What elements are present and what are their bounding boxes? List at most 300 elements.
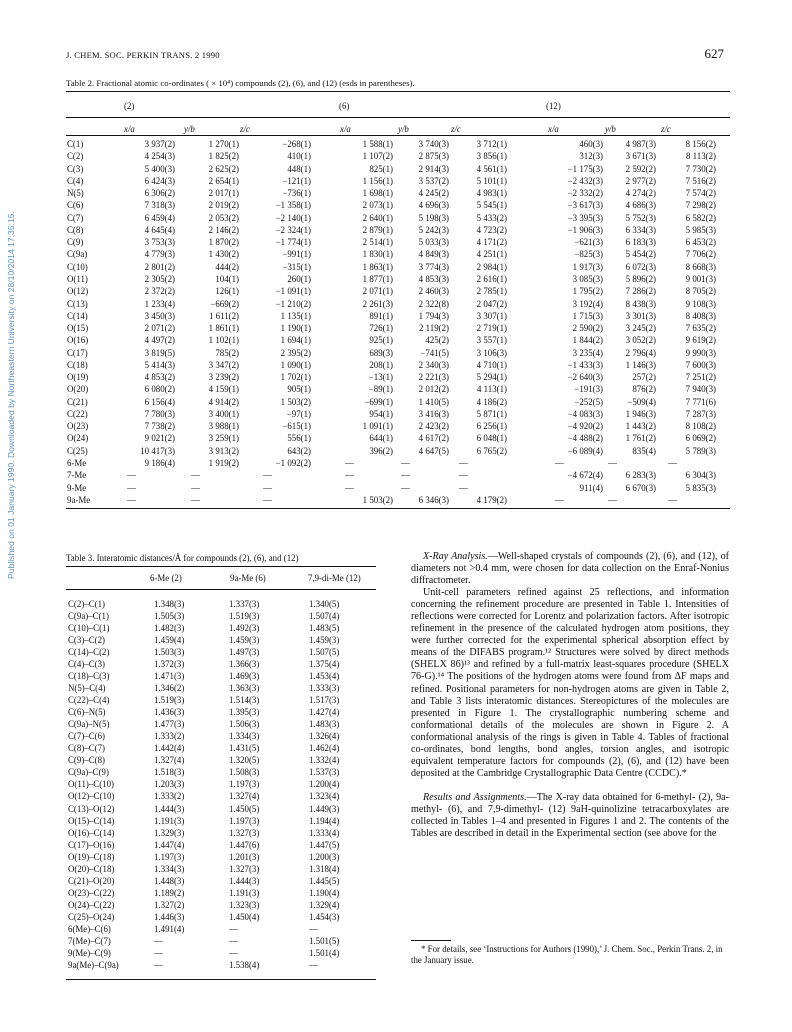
table2-atom-label: 7-Me <box>67 470 87 481</box>
table3-cell: — <box>229 947 238 958</box>
table2-cell: 257(2) <box>632 372 656 383</box>
table2-atom-label: 9-Me <box>67 482 87 493</box>
table2-cell: 1 844(2) <box>572 335 603 346</box>
table2-cell: 6 069(2) <box>685 433 716 444</box>
table2-cell: — <box>401 470 410 481</box>
table2-cell: 4 171(2) <box>476 237 507 248</box>
table3-cell: 1.448(3) <box>154 875 185 886</box>
table2-cell: −4 488(2) <box>567 433 603 444</box>
table2-cell: 3 085(3) <box>572 273 603 284</box>
table3-bond-label: C(7)–C(6) <box>68 731 105 742</box>
table3-cell: 1.363(3) <box>229 683 260 694</box>
table2-cell: 5 294(1) <box>476 372 507 383</box>
table2-cell: 726(1) <box>369 323 393 334</box>
table2-cell: 7 940(3) <box>685 384 716 395</box>
table2-cell: 4 251(1) <box>476 249 507 260</box>
page-number: 627 <box>704 46 724 61</box>
table3-bond-label: C(9)–C(8) <box>68 755 105 766</box>
table3-bond-label: C(4)–C(3) <box>68 659 105 670</box>
table2-cell: 911(4) <box>579 482 603 493</box>
table2-cell: −741(5) <box>420 347 449 358</box>
table2-cell: 7 780(3) <box>144 408 175 419</box>
table2-cell: 5 789(3) <box>685 445 716 456</box>
table2-cell: −669(2) <box>210 298 239 309</box>
table2-atom-label: 6-Me <box>67 458 87 469</box>
table2-cell: 5 752(3) <box>625 212 656 223</box>
table3-cell: 1.333(2) <box>154 791 185 802</box>
table2-cell: 1 825(2) <box>208 151 239 162</box>
table2-cell: — <box>459 482 468 493</box>
table2-cell: 2 261(3) <box>362 298 393 309</box>
table2-atom-label: C(3) <box>67 163 84 174</box>
table2-cell: 1 270(1) <box>208 139 239 149</box>
table2-atom-label: C(8) <box>67 224 84 235</box>
table2-cell: 9 001(3) <box>685 273 716 284</box>
table3-cell: 1.348(3) <box>154 599 185 609</box>
table2-cell: 2 875(3) <box>418 151 449 162</box>
table2-cell: 3 307(1) <box>476 310 507 321</box>
table2-cell: −4 083(3) <box>567 408 603 419</box>
table3-cell: 1.447(5) <box>309 839 340 850</box>
table2-cell: 7 286(2) <box>625 286 656 297</box>
table2-cell: 4 710(1) <box>476 359 507 370</box>
table3-cell: 1.505(3) <box>154 611 185 622</box>
table3-column-header: 7,9-di-Me (12) <box>308 573 361 583</box>
table2-cell: 208(1) <box>369 359 393 370</box>
table2-cell: — <box>345 470 354 481</box>
table2-cell: — <box>608 458 617 469</box>
table2-cell: −2 640(3) <box>567 372 603 383</box>
table2-cell: 4 274(2) <box>625 188 656 199</box>
table2-cell: — <box>459 470 468 481</box>
table3-bond-label: C(10)–C(1) <box>68 623 110 634</box>
table2-cell: 1 761(2) <box>625 433 656 444</box>
table3-cell: 1.444(3) <box>229 875 260 886</box>
table2-column-header: z/c <box>661 124 671 134</box>
table2-cell: — <box>345 482 354 493</box>
table2-cell: 7 738(2) <box>144 421 175 432</box>
table2-cell: −121(1) <box>282 175 311 186</box>
table3-bond-label: C(17)–O(16) <box>68 839 115 850</box>
table3-cell: 1.517(3) <box>309 695 340 706</box>
table2-cell: 1 146(3) <box>625 359 656 370</box>
journal-title: J. CHEM. SOC. PERKIN TRANS. 2 1990 <box>66 50 220 60</box>
table3-cell: 1.334(3) <box>154 863 185 874</box>
table2-cell: 4 497(2) <box>144 335 175 346</box>
table2-cell: — <box>191 494 200 505</box>
table2-cell: — <box>127 482 136 493</box>
table2-cell: 1 877(1) <box>362 273 393 284</box>
table2-cell: 2 019(2) <box>208 200 239 211</box>
table3-cell: — <box>309 923 318 934</box>
table2-cell: −268(1) <box>282 139 311 149</box>
table2-cell: 3 712(1) <box>476 139 507 149</box>
table2-cell: 4 179(2) <box>476 494 507 505</box>
table2-cell: 260(1) <box>287 273 311 284</box>
table2-cell: 6 453(2) <box>685 237 716 248</box>
table3-column-header: 9a-Me (6) <box>230 573 266 583</box>
table2-cell: 3 245(2) <box>625 323 656 334</box>
table2-cell: 2 625(2) <box>208 163 239 174</box>
table2-column-header: y/b <box>605 124 616 134</box>
table2-column-header: x/a <box>548 124 559 134</box>
table3-bond-label: O(12)–C(10) <box>68 791 115 802</box>
table3-cell: 1.459(3) <box>229 635 260 646</box>
table2-cell: 4 159(1) <box>208 384 239 395</box>
table2-atom-label: C(22) <box>67 408 88 419</box>
table3-cell: — <box>229 935 238 946</box>
table3-cell: 1.333(3) <box>309 683 340 694</box>
table2-cell: −825(3) <box>574 249 603 260</box>
table2-cell: 7 635(2) <box>685 323 716 334</box>
table2-cell: −89(1) <box>368 384 393 395</box>
table2-cell: 5 545(1) <box>476 200 507 211</box>
table2-cell: 2 372(2) <box>144 286 175 297</box>
table2-cell: 5 985(3) <box>685 224 716 235</box>
table2-cell: −191(3) <box>574 384 603 395</box>
table2-atom-label: C(18) <box>67 359 88 370</box>
table2-cell: 1 410(5) <box>418 396 449 407</box>
table3-cell: 1.482(3) <box>154 623 185 634</box>
table2-cell: 2 073(1) <box>362 200 393 211</box>
table2-cell: 4 561(1) <box>476 163 507 174</box>
table2-cell: 6 582(2) <box>685 212 716 223</box>
table2-cell: 1 107(2) <box>362 151 393 162</box>
table2-cell: 5 835(3) <box>685 482 716 493</box>
table3-bond-label: O(19)–C(18) <box>68 851 115 862</box>
table2-group-header: (12) <box>546 101 561 111</box>
table3-cell: 1.197(3) <box>154 851 185 862</box>
table3-cell: 1.453(4) <box>309 671 340 682</box>
table2-cell: 5 454(2) <box>625 249 656 260</box>
table2-cell: 2 640(1) <box>362 212 393 223</box>
table3-cell: 1.327(2) <box>154 899 185 910</box>
table3-cell: 1.519(3) <box>229 611 260 622</box>
table3-cell: 1.518(3) <box>154 767 185 778</box>
table2-cell: 5 400(3) <box>144 163 175 174</box>
table3-cell: — <box>154 947 163 958</box>
table2-atom-label: C(17) <box>67 347 88 358</box>
table2-column-header: z/c <box>451 124 461 134</box>
table2-cell: 835(4) <box>632 445 656 456</box>
table2-cell: 2 071(2) <box>144 323 175 334</box>
table2-top-rule <box>66 91 730 92</box>
xray-paragraph-text: —Well-shaped crystals of compounds (2), (6), and (12), of diameters not >0.4 mm, were chosen for data collection on the Enraf-Nonius diffractometer. <box>411 551 729 587</box>
table2-cell: 1 503(2) <box>280 396 311 407</box>
table2-atom-label: C(21) <box>67 396 88 407</box>
table2-cell: 3 400(1) <box>208 408 239 419</box>
table2-cell: 1 794(3) <box>418 310 449 321</box>
footnote-rule <box>411 940 451 941</box>
table2-cell: −699(1) <box>364 396 393 407</box>
table3-cell: 1.450(4) <box>229 911 260 922</box>
table3-cell: 1.459(4) <box>154 635 185 646</box>
table2-cell: 2 423(2) <box>418 421 449 432</box>
table2-cell: 4 617(2) <box>418 433 449 444</box>
table2-cell: 7 251(2) <box>685 372 716 383</box>
table2-cell: 556(1) <box>287 433 311 444</box>
table3-header-rule <box>66 589 376 590</box>
table3-cell: 1.445(5) <box>309 875 340 886</box>
table3-cell: 1.449(3) <box>309 803 340 814</box>
table2-cell: 2 719(1) <box>476 323 507 334</box>
table2-bottom-rule <box>66 508 730 509</box>
table2-cell: — <box>345 458 354 469</box>
table2-cell: 6 304(3) <box>685 470 716 481</box>
table2-cell: 891(1) <box>369 310 393 321</box>
table3-bond-label: C(2)–C(1) <box>68 599 105 609</box>
table2-cell: — <box>608 494 617 505</box>
table3-cell: 1.200(4) <box>309 779 340 790</box>
table3-cell: 1.191(3) <box>229 887 260 898</box>
table2-cell: −4 920(2) <box>567 421 603 432</box>
table2-cell: 2 984(1) <box>476 261 507 272</box>
table2-header-rule <box>66 135 730 136</box>
table3-bond-label: 9a(Me)–C(9a) <box>68 959 119 970</box>
table3-cell: 1.483(5) <box>309 623 340 634</box>
table2-atom-label: O(12) <box>67 286 89 297</box>
table3-cell: 1.431(5) <box>229 743 260 754</box>
table2-cell: 2 395(2) <box>280 347 311 358</box>
table3-cell: 1.508(3) <box>229 767 260 778</box>
table2-cell: 1 091(1) <box>362 421 393 432</box>
table2-cell: 4 914(2) <box>208 396 239 407</box>
table3-bond-label: C(9a)–C(9) <box>68 767 109 778</box>
table2-cell: −97(1) <box>286 408 311 419</box>
table3-bond-label: O(23)–C(22) <box>68 887 115 898</box>
table2-cell: 7 730(2) <box>685 163 716 174</box>
page-header <box>66 46 730 62</box>
table2-cell: 4 849(3) <box>418 249 449 260</box>
table2-cell: 905(1) <box>287 384 311 395</box>
table2-cell: 7 574(2) <box>685 188 716 199</box>
table2-cell: 1 861(1) <box>208 323 239 334</box>
table2-cell: 3 988(1) <box>208 421 239 432</box>
table2-cell: 2 914(3) <box>418 163 449 174</box>
download-notice-text: Published on 01 January 1990. Downloaded by Northeastern University on 28/10/2014 17:35:15. <box>6 211 16 579</box>
table2-atom-label: O(16) <box>67 335 89 346</box>
table2-cell: −509(4) <box>627 396 656 407</box>
table3-bond-label: O(24)–C(22) <box>68 899 115 910</box>
table2-cell: 448(1) <box>287 163 311 174</box>
table3-cell: 1.507(5) <box>309 647 340 658</box>
table2-cell: 2 801(2) <box>144 261 175 272</box>
table2-cell: −4 672(4) <box>567 470 603 481</box>
table2-cell: 6 048(1) <box>476 433 507 444</box>
table2-cell: 2 977(2) <box>625 175 656 186</box>
table3-bond-label: O(16)–C(14) <box>68 827 115 838</box>
table2-cell: −2 332(2) <box>567 188 603 199</box>
table2-cell: — <box>555 494 564 505</box>
table2-group-header: (6) <box>339 101 350 111</box>
table3-cell: 1.333(4) <box>309 827 340 838</box>
table2-cell: — <box>127 494 136 505</box>
table3-cell: — <box>154 959 163 970</box>
body-text-column <box>411 551 729 840</box>
table2-cell: 6 334(3) <box>625 224 656 235</box>
table2-column-header: y/b <box>184 124 195 134</box>
table2-cell: 425(2) <box>425 335 449 346</box>
table2-cell: −1 210(2) <box>275 298 311 309</box>
table2-cell: 6 283(3) <box>625 470 656 481</box>
table2-cell: 2 221(3) <box>418 372 449 383</box>
table2-cell: 6 306(2) <box>144 188 175 199</box>
table2-cell: −3 617(3) <box>567 200 603 211</box>
table2-cell: 1 430(2) <box>208 249 239 260</box>
table2-cell: 1 090(1) <box>280 359 311 370</box>
table2-cell: 3 450(3) <box>144 310 175 321</box>
table3-cell: 1.538(4) <box>229 959 260 970</box>
table3-cell: — <box>229 923 238 934</box>
table2-cell: 396(2) <box>369 445 393 456</box>
table3-cell: 1.501(5) <box>309 935 340 946</box>
table2-cell: 3 753(3) <box>144 237 175 248</box>
table2-cell: 1 135(1) <box>280 310 311 321</box>
table2-atom-label: C(6) <box>67 200 84 211</box>
table2-cell: 3 671(3) <box>625 151 656 162</box>
table3-cell: 1.190(4) <box>309 887 340 898</box>
table2-cell: — <box>401 458 410 469</box>
table2-atom-label: O(20) <box>67 384 89 395</box>
table2-cell: −991(1) <box>282 249 311 260</box>
paragraph-xray <box>411 551 729 587</box>
table2-cell: 6 670(3) <box>625 482 656 493</box>
table3-bond-label: C(18)–C(3) <box>68 671 110 682</box>
table2-cell: 444(2) <box>215 261 239 272</box>
table2-atom-label: C(25) <box>67 445 88 456</box>
table2-cell: 3 259(1) <box>208 433 239 444</box>
table2-cell: 104(1) <box>215 273 239 284</box>
table2-cell: — <box>263 482 272 493</box>
table2-atom-label: C(10) <box>67 261 88 272</box>
table2-cell: 876(2) <box>632 384 656 395</box>
table2-cell: 3 913(2) <box>208 445 239 456</box>
table2-cell: 2 017(1) <box>208 188 239 199</box>
table2-atom-label: 9a-Me <box>67 494 91 505</box>
table3-cell: 1.395(3) <box>229 707 260 718</box>
table2-column-header: x/a <box>340 124 351 134</box>
footnote: * For details, see ‘Instructions for Authors (1990),’ J. Chem. Soc., Perkin Trans. 2, in the January issue. <box>411 944 723 965</box>
paragraph-results <box>411 792 729 840</box>
table2-atom-label: C(9a) <box>67 249 88 260</box>
table2-cell: 4 987(3) <box>625 139 656 149</box>
table3-bond-label: C(3)–C(2) <box>68 635 105 646</box>
table2-cell: 1 863(1) <box>362 261 393 272</box>
table3-bond-label: C(13)–O(12) <box>68 803 115 814</box>
table2-cell: 3 239(2) <box>208 372 239 383</box>
table2-cell: — <box>263 470 272 481</box>
table2-cell: 7 706(2) <box>685 249 716 260</box>
table3-cell: 1.446(3) <box>154 911 185 922</box>
table2-cell: 6 183(3) <box>625 237 656 248</box>
table2-cell: 3 937(2) <box>144 139 175 149</box>
table2-cell: 2 590(2) <box>572 323 603 334</box>
table2-cell: 1 611(2) <box>209 310 239 321</box>
table2-cell: 7 287(3) <box>685 408 716 419</box>
table2-cell: 4 779(3) <box>144 249 175 260</box>
table2-atom-label: O(19) <box>67 372 89 383</box>
table2-cell: 1 698(1) <box>362 188 393 199</box>
table2-cell: 8 113(2) <box>686 151 716 162</box>
table2-cell: 9 619(2) <box>685 335 716 346</box>
table2-cell: — <box>401 482 410 493</box>
table3-cell: 1.459(3) <box>309 635 340 646</box>
table2-cell: — <box>459 458 468 469</box>
table2-group-rule <box>66 117 730 118</box>
table3-bond-label: C(14)–C(2) <box>68 647 110 658</box>
table2-cell: 312(3) <box>579 151 603 162</box>
table2-cell: 2 514(1) <box>362 237 393 248</box>
table2-cell: 1 102(1) <box>208 335 239 346</box>
table2-cell: 954(1) <box>369 408 393 419</box>
table2-cell: 2 460(3) <box>418 286 449 297</box>
download-notice-sidebar <box>4 160 18 630</box>
table2-cell: 4 113(1) <box>477 384 507 395</box>
table2-cell: 2 340(3) <box>418 359 449 370</box>
table3-cell: 1.337(3) <box>229 599 260 609</box>
table2-cell: 8 705(2) <box>685 286 716 297</box>
table3-cell: 1.197(3) <box>229 779 260 790</box>
table3-cell: 1.346(2) <box>154 683 185 694</box>
table3-bond-label: 7(Me)–C(7) <box>68 935 111 946</box>
paragraph-refinement: Unit-cell parameters refined against 25 reflections, and information concerning the refinement procedure are presented in Table 1. Intensities of reflections were corrected for Lorentz and polarization factors. After isotropic refinement in the presence of the calculated hydrogen atom positions, they were further corrected for the experimental spherical absorption effect by means of the DIFABS program.¹² Structures were solved by direct methods (SHELX 86)¹³ and refined by a full-matrix least-squares procedure (SHELX 76-G).¹⁴ The positions of the hydrogen atoms were found from ΔF maps and refined. Positional parameters for non-hydrogen atoms are given in Table 2, and Table 3 lists interatomic distances. Stereopictures of the molecules are presented in Figure 1. The crystallographic numbering scheme and conformational details of the molecules are shown in Figure 2. A conformational analysis of the rings is given in Table 4. Tables of fractional co-ordinates, bond lengths, bond angles, torsion angles, and isotropic equivalent temperature factors for compounds (2), (6), and (12) have been deposited at the Cambridge Crystallographic Data Centre (CCDC).* <box>411 587 729 779</box>
table2-atom-label: N(5) <box>67 188 84 199</box>
table2-cell: 4 254(3) <box>144 151 175 162</box>
table2-cell: 5 896(2) <box>625 273 656 284</box>
table2-column-header: z/c <box>240 124 250 134</box>
table2-cell: 643(2) <box>287 445 311 456</box>
table2-column-header: y/b <box>398 124 409 134</box>
table3-cell: 1.436(3) <box>154 707 185 718</box>
table2-cell: 4 645(4) <box>144 224 175 235</box>
table3-cell: 1.491(4) <box>154 923 185 934</box>
table2-cell: −736(1) <box>282 188 311 199</box>
table3-bond-label: C(22)–C(4) <box>68 695 110 706</box>
table2-cell: 1 830(1) <box>362 249 393 260</box>
table3-cell: 1.442(4) <box>154 743 185 754</box>
table2-cell: 2 047(2) <box>476 298 507 309</box>
table3-cell: 1.329(3) <box>154 827 185 838</box>
table2-cell: 5 033(3) <box>418 237 449 248</box>
table2-cell: 3 301(3) <box>625 310 656 321</box>
xray-run-in-heading: X-Ray Analysis. <box>423 551 488 562</box>
table3-bond-label: O(11)–C(10) <box>68 779 115 790</box>
table3-cell: 1.492(3) <box>229 623 260 634</box>
table2-cell: −2 324(1) <box>275 224 311 235</box>
table2-caption: Table 2. Fractional atomic co-ordinates ( × 10⁴) compounds (2), (6), and (12) (esds in parentheses). <box>66 78 415 88</box>
table3-bond-label: C(21)–O(20) <box>68 875 115 886</box>
table2-atom-label: C(2) <box>67 151 84 162</box>
table2-cell: −1 175(3) <box>567 163 603 174</box>
table2-cell: — <box>668 494 677 505</box>
table2-cell: 3 052(2) <box>625 335 656 346</box>
table3-cell: 1.332(4) <box>309 755 340 766</box>
table3-bond-label: O(15)–C(14) <box>68 815 115 826</box>
table2-cell: 3 819(5) <box>144 347 175 358</box>
table3-cell: 1.447(4) <box>154 839 185 850</box>
table2-cell: 2 322(8) <box>418 298 449 309</box>
table2-cell: −315(1) <box>282 261 311 272</box>
table3-bond-label: C(8)–C(7) <box>68 743 105 754</box>
table2-cell: 1 694(1) <box>280 335 311 346</box>
table3-bond-label: N(5)–C(4) <box>68 683 106 694</box>
table3-cell: 1.334(3) <box>229 731 260 742</box>
table3-cell: 1.327(4) <box>154 755 185 766</box>
table3-cell: 1.200(3) <box>309 851 340 862</box>
table3-bond-label: C(9a)–C(1) <box>68 611 109 622</box>
table2-cell: — <box>263 494 272 505</box>
table2-cell: 4 245(2) <box>418 188 449 199</box>
